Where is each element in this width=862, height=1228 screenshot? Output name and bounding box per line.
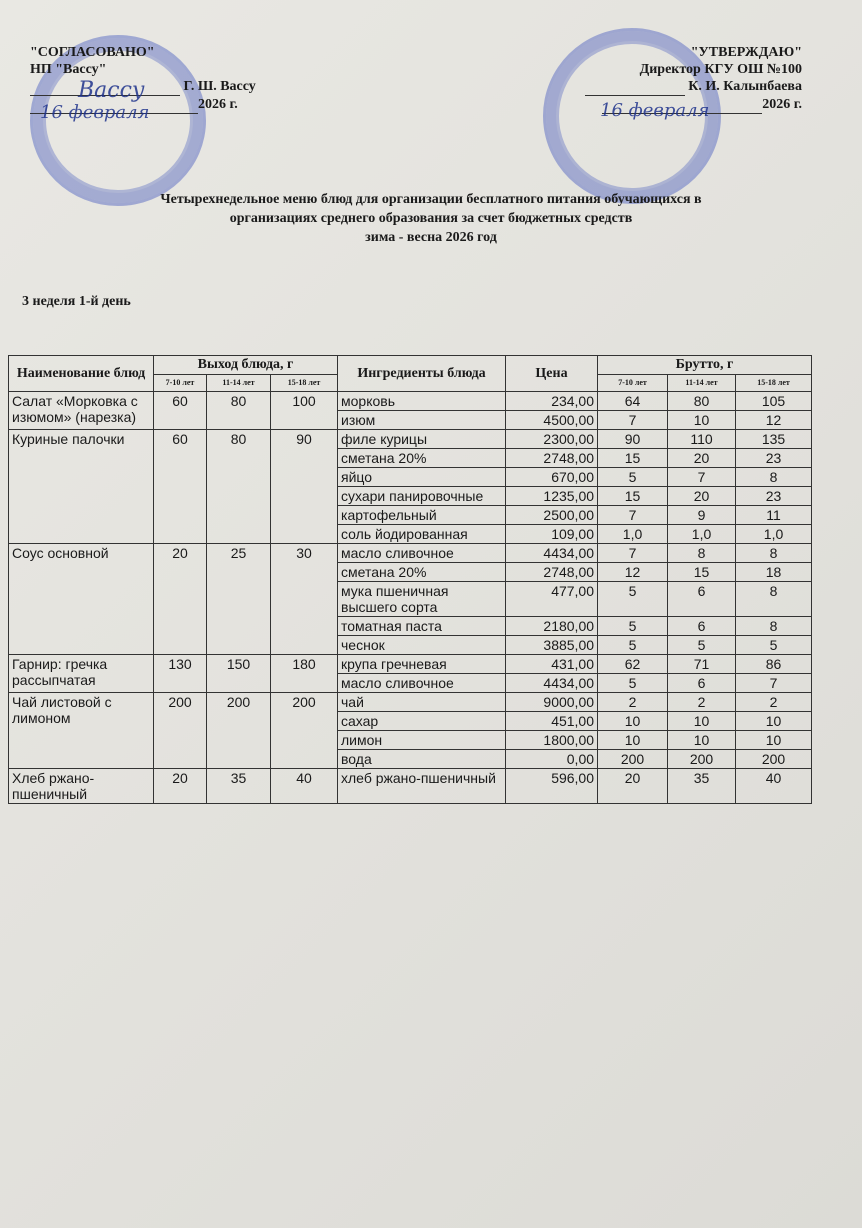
- ingredient-name: масло сливочное: [338, 544, 506, 563]
- dish-name: Чай листовой с лимоном: [9, 693, 154, 769]
- ingredient-gross: 2: [668, 693, 736, 712]
- approval-left-name: Г. Ш. Вассу: [183, 79, 256, 94]
- title-line-3: зима - весна 2026 год: [365, 230, 497, 245]
- approval-right-year: 2026 г.: [762, 97, 802, 112]
- ingredient-gross: 110: [668, 430, 736, 449]
- ingredient-gross: 10: [598, 712, 668, 731]
- ingredient-gross: 5: [598, 468, 668, 487]
- ingredient-gross: 5: [598, 617, 668, 636]
- table-row: [9, 693, 812, 712]
- dish-yield: 200: [154, 693, 207, 769]
- ingredient-price: 2180,00: [506, 617, 598, 636]
- header-ingredients: Ингредиенты блюда: [338, 356, 506, 392]
- ingredient-name: сметана 20%: [338, 563, 506, 582]
- ingredient-price: 477,00: [506, 582, 598, 617]
- dish-yield: 60: [154, 430, 207, 544]
- header-dish: Наименование блюд: [9, 356, 154, 392]
- ingredient-price: 431,00: [506, 655, 598, 674]
- ingredient-price: 670,00: [506, 468, 598, 487]
- document-title: [0, 190, 862, 247]
- ingredient-gross: 7: [668, 468, 736, 487]
- ingredient-name: лимон: [338, 731, 506, 750]
- dish-yield: 20: [154, 544, 207, 655]
- approval-left-name-line: [30, 78, 290, 96]
- ingredient-price: 2300,00: [506, 430, 598, 449]
- dish-yield: 35: [207, 769, 271, 804]
- ingredient-gross: 2: [736, 693, 812, 712]
- ingredient-name: сахар: [338, 712, 506, 731]
- dish-name: Соус основной: [9, 544, 154, 655]
- approval-right-heading: "УТВЕРЖДАЮ": [690, 45, 802, 60]
- header-age: 15-18 лет: [271, 375, 338, 392]
- ingredient-name: мука пшеничная высшего сорта: [338, 582, 506, 617]
- ingredient-price: 451,00: [506, 712, 598, 731]
- ingredient-gross: 20: [668, 449, 736, 468]
- ingredient-gross: 10: [736, 712, 812, 731]
- ingredient-price: 2500,00: [506, 506, 598, 525]
- approval-right-name-line: [522, 78, 802, 96]
- ingredient-name: картофельный: [338, 506, 506, 525]
- ingredient-gross: 7: [736, 674, 812, 693]
- ingredient-name: вода: [338, 750, 506, 769]
- approval-left-year: 2026 г.: [198, 97, 238, 112]
- ingredient-price: 4434,00: [506, 674, 598, 693]
- approval-left-org: НП "Вассу": [30, 62, 107, 77]
- dish-yield: 80: [207, 392, 271, 430]
- ingredient-name: сухари панировочные: [338, 487, 506, 506]
- ingredient-name: хлеб ржано-пшеничный: [338, 769, 506, 804]
- ingredient-name: чеснок: [338, 636, 506, 655]
- dish-name: Гарнир: гречка рассыпчатая: [9, 655, 154, 693]
- ingredient-gross: 64: [598, 392, 668, 411]
- ingredient-gross: 8: [736, 544, 812, 563]
- ingredient-gross: 2: [598, 693, 668, 712]
- dish-yield: 60: [154, 392, 207, 430]
- ingredient-gross: 10: [668, 731, 736, 750]
- dish-yield: 100: [271, 392, 338, 430]
- dish-yield: 200: [271, 693, 338, 769]
- ingredient-gross: 23: [736, 487, 812, 506]
- dish-yield: 25: [207, 544, 271, 655]
- ingredient-gross: 200: [598, 750, 668, 769]
- ingredient-gross: 8: [736, 468, 812, 487]
- table-row: [9, 544, 812, 563]
- ingredient-gross: 135: [736, 430, 812, 449]
- ingredient-gross: 18: [736, 563, 812, 582]
- ingredient-price: 4500,00: [506, 411, 598, 430]
- ingredient-gross: 10: [668, 712, 736, 731]
- dish-yield: 20: [154, 769, 207, 804]
- dish-yield: 40: [271, 769, 338, 804]
- dish-yield: 180: [271, 655, 338, 693]
- ingredient-gross: 8: [736, 582, 812, 617]
- ingredient-gross: 20: [598, 769, 668, 804]
- approval-right-position: Директор КГУ ОШ №100: [639, 62, 802, 77]
- ingredient-price: 3885,00: [506, 636, 598, 655]
- table-header-row: [9, 356, 812, 375]
- ingredient-gross: 7: [598, 411, 668, 430]
- ingredient-gross: 1,0: [668, 525, 736, 544]
- approval-left-heading: "СОГЛАСОВАНО": [30, 45, 155, 60]
- table-row: [9, 655, 812, 674]
- header-age: 11-14 лет: [207, 375, 271, 392]
- handwritten-date-right: 16 февраля: [600, 100, 710, 121]
- table-row: [9, 769, 812, 804]
- ingredient-price: 1235,00: [506, 487, 598, 506]
- ingredient-gross: 80: [668, 392, 736, 411]
- ingredient-gross: 8: [668, 544, 736, 563]
- ingredient-gross: 5: [736, 636, 812, 655]
- ingredient-name: сметана 20%: [338, 449, 506, 468]
- ingredient-gross: 35: [668, 769, 736, 804]
- dish-yield: 200: [207, 693, 271, 769]
- ingredient-price: 109,00: [506, 525, 598, 544]
- ingredient-gross: 5: [598, 674, 668, 693]
- ingredient-gross: 8: [736, 617, 812, 636]
- ingredient-price: 9000,00: [506, 693, 598, 712]
- ingredient-gross: 1,0: [598, 525, 668, 544]
- ingredient-price: 4434,00: [506, 544, 598, 563]
- dish-yield: 30: [271, 544, 338, 655]
- table-row: [9, 430, 812, 449]
- ingredient-gross: 5: [598, 636, 668, 655]
- ingredient-gross: 15: [598, 487, 668, 506]
- dish-yield: 150: [207, 655, 271, 693]
- ingredient-price: 596,00: [506, 769, 598, 804]
- ingredient-gross: 105: [736, 392, 812, 411]
- ingredient-gross: 40: [736, 769, 812, 804]
- ingredient-gross: 200: [668, 750, 736, 769]
- ingredient-gross: 1,0: [736, 525, 812, 544]
- ingredient-gross: 7: [598, 544, 668, 563]
- ingredient-price: 2748,00: [506, 449, 598, 468]
- ingredient-gross: 200: [736, 750, 812, 769]
- header-yield: Выход блюда, г: [154, 356, 338, 375]
- ingredient-name: крупа гречневая: [338, 655, 506, 674]
- ingredient-gross: 71: [668, 655, 736, 674]
- ingredient-name: изюм: [338, 411, 506, 430]
- ingredient-price: 234,00: [506, 392, 598, 411]
- ingredient-gross: 10: [736, 731, 812, 750]
- header-gross: Брутто, г: [598, 356, 812, 375]
- dish-name: Хлеб ржано-пшеничный: [9, 769, 154, 804]
- week-day-label: 3 неделя 1-й день: [22, 294, 131, 309]
- ingredient-gross: 6: [668, 582, 736, 617]
- header-age: 7-10 лет: [598, 375, 668, 392]
- signature-left: Вассу: [78, 78, 145, 103]
- ingredient-gross: 15: [668, 563, 736, 582]
- ingredient-price: 1800,00: [506, 731, 598, 750]
- header-price: Цена: [506, 356, 598, 392]
- ingredient-gross: 86: [736, 655, 812, 674]
- ingredient-price: 2748,00: [506, 563, 598, 582]
- ingredient-gross: 23: [736, 449, 812, 468]
- dish-name: Салат «Морковка с изюмом» (нарезка): [9, 392, 154, 430]
- ingredient-gross: 12: [598, 563, 668, 582]
- ingredient-name: масло сливочное: [338, 674, 506, 693]
- ingredient-gross: 12: [736, 411, 812, 430]
- ingredient-gross: 7: [598, 506, 668, 525]
- title-line-2: организациях среднего образования за счет бюджетных средств: [229, 211, 633, 226]
- dish-yield: 80: [207, 430, 271, 544]
- ingredient-name: томатная паста: [338, 617, 506, 636]
- title-line-1: Четырехнедельное меню блюд для организации бесплатного питания обучающихся в: [160, 192, 702, 207]
- ingredient-gross: 62: [598, 655, 668, 674]
- handwritten-date-left: 16 февраля: [40, 102, 150, 123]
- ingredient-gross: 10: [668, 411, 736, 430]
- header-age: 7-10 лет: [154, 375, 207, 392]
- ingredient-name: соль йодированная: [338, 525, 506, 544]
- approval-right-name: К. И. Калынбаева: [688, 79, 802, 94]
- ingredient-gross: 6: [668, 617, 736, 636]
- menu-table: [8, 355, 812, 804]
- ingredient-gross: 90: [598, 430, 668, 449]
- ingredient-name: филе курицы: [338, 430, 506, 449]
- ingredient-gross: 6: [668, 674, 736, 693]
- ingredient-name: чай: [338, 693, 506, 712]
- ingredient-gross: 15: [598, 449, 668, 468]
- ingredient-price: 0,00: [506, 750, 598, 769]
- ingredient-gross: 5: [598, 582, 668, 617]
- dish-name: Куриные палочки: [9, 430, 154, 544]
- dish-yield: 130: [154, 655, 207, 693]
- menu-table-body: [9, 392, 812, 804]
- ingredient-gross: 5: [668, 636, 736, 655]
- ingredient-name: морковь: [338, 392, 506, 411]
- dish-yield: 90: [271, 430, 338, 544]
- ingredient-gross: 11: [736, 506, 812, 525]
- ingredient-name: яйцо: [338, 468, 506, 487]
- ingredient-gross: 20: [668, 487, 736, 506]
- ingredient-gross: 10: [598, 731, 668, 750]
- ingredient-gross: 9: [668, 506, 736, 525]
- header-age: 15-18 лет: [736, 375, 812, 392]
- header-age: 11-14 лет: [668, 375, 736, 392]
- table-row: [9, 392, 812, 411]
